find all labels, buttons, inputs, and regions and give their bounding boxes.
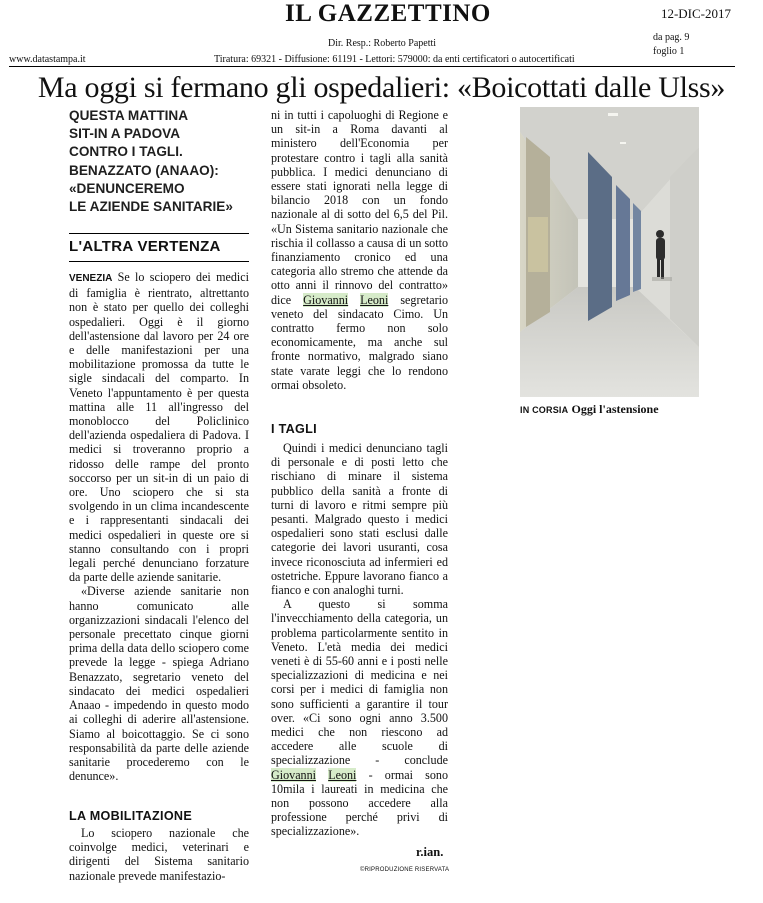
paragraph-1 — [69, 270, 249, 584]
caption-tag: IN CORSIA — [520, 405, 569, 415]
subhead-tagli: I TAGLI — [271, 422, 317, 436]
masthead-divider — [9, 66, 735, 67]
hospital-corridor-image — [520, 107, 699, 397]
article-photo — [520, 107, 699, 397]
paragraph-3: Lo sciopero nazionale che coinvolge medici, veterinari e dirigenti del Sistema sanitario nazionale prevede manifestazio- — [69, 826, 249, 883]
article-column-1-end — [69, 826, 249, 883]
masthead — [0, 0, 763, 70]
author-signature: r.ian. — [416, 845, 444, 859]
article-kicker: QUESTA MATTINA SIT-IN A PADOVA CONTRO I TAGLI. BENAZZATO (ANAAO): «DENUNCEREMO LE AZIENDE SANITARIE» — [69, 108, 233, 215]
person-surname-highlight: Leoni — [360, 292, 389, 307]
paragraph-6: A questo si somma l'invecchiamento della categoria, un problema particolarmente sentito in Veneto. L'età media dei medici veneti è di 55-60 anni e i posti nelle specializzazioni di medicina e nei corsi per i medici di famiglia non sono sufficienti a garantire il tour over. «Ci sono ogni anno 3.500 medici che non riescono ad accedere alle scuole di specializzazione - conclude Giovanni Leoni - ormai sono 10mila i laureati in medicina che non possono accedere alla professione perché privi di specializzazione». — [271, 597, 448, 839]
dateline: VENEZIA — [69, 273, 113, 284]
section-divider — [69, 261, 249, 262]
website-link[interactable]: www.datastampa.it — [9, 54, 86, 65]
kicker-divider — [69, 233, 249, 234]
article-headline: Ma oggi si fermano gli ospedalieri: «Boicottati dalle Ulss» — [37, 71, 726, 104]
photo-caption — [520, 402, 659, 417]
section-label: L'ALTRA VERTENZA — [69, 238, 221, 255]
publication-date: 12-DIC-2017 — [660, 6, 731, 21]
paragraph-2: «Diverse aziende sanitarie non hanno comunicato alle organizzazioni sindacali l'elenco del personale precettato cinque giorni prima della data dello sciopero come prevede la legge - spiega Adriano Benazzato, segretario veneto del sindacato dei medici ospedalieri Anaao - impedendo in questo modo ai colleghi di aderire all'astensione. Siamo al boicottaggio. Se ci sono responsabilità da parte delle aziende sanitarie procederemo con le denunce». — [69, 584, 249, 784]
page-reference — [653, 31, 689, 59]
newspaper-logo: IL GAZZETTINO — [285, 0, 491, 27]
copyright-notice: ©RIPRODUZIONE RISERVATA — [360, 867, 450, 873]
article-column-1 — [69, 270, 249, 783]
article-column-2 — [271, 108, 448, 392]
caption-text: Oggi l'astensione — [571, 402, 659, 416]
page-number: da pag. 9 — [653, 32, 690, 43]
director-line: Dir. Resp.: Roberto Papetti — [328, 38, 437, 49]
paragraph-1-text: Se lo sciopero dei medici di famiglia è rientrato, altrettanto non è stato per quello dei colleghi ospedalieri. Oggi è il giorno dell'astensione dal lavoro per 24 ore e delle manifestazioni per una mobilitazione promossa da tutte le sigle sindacali del comparto. In Veneto l'appuntamento è per questa mattina alle 11 all'ingresso del monoblocco del Policlinico dell'azienda ospedaliera di Padova. I medici si troveranno proprio a ridosso delle rampe del pronto soccorso per un sit-in di un paio di ore. Uno sciopero che si sta svolgendo in un clima incandescente e i rappresentanti sindacali dei medici ospedalieri in queste ore si stanno consultando con i propri legali perché denunciano forzature da parte delle aziende sanitarie. — [69, 270, 250, 585]
subhead-mobilitazione: LA MOBILITAZIONE — [69, 809, 193, 823]
person-surname-highlight: Leoni — [328, 767, 357, 782]
sheet-number: foglio 1 — [653, 46, 685, 57]
article-column-2-lower — [271, 441, 448, 839]
paragraph-4: ni in tutti i capoluoghi di Regione e un sit-in a Roma davanti al ministero dell'Economia per protestare contro i tagli alla sanità pubblica. I medici denunciano di essere stati ignorati nella legge di bilancio 2018 con un fondo nazionale al di sotto del 6,5 del Pil. «Un Sistema sanitario nazionale che rischia il collasso a causa di un sotto finanziamento cronico ed una categoria allo stremo che attende da otto anni il rinnovo del contratto» dice Giovanni Leoni segretario veneto del sindacato Cimo. Un contratto fermo non solo economicamente, ma anche sul fronte normativo, malgrado siano state varate leggi che lo rendono ormai obsoleto. — [271, 108, 448, 392]
paragraph-5: Quindi i medici denunciano tagli di personale e di posti letto che rischiano di minare il sistema pubblico della sanità a fronte di turni di lavoro e ritmi sempre più pesanti. Malgrado questo i medici ospedalieri sono stati esclusi dalle categorie dei lavori usuranti, cosa invece riconosciuta ad infermieri ed ostetriche. Eppure lavorano fianco a fianco e con analoghi turni. — [271, 441, 448, 598]
person-name-highlight: Giovanni — [303, 292, 349, 307]
circulation-line: Tiratura: 69321 - Diffusione: 61191 - Lettori: 579000: da enti certificatori o autocertificati — [214, 54, 575, 65]
person-name-highlight: Giovanni — [271, 767, 317, 782]
